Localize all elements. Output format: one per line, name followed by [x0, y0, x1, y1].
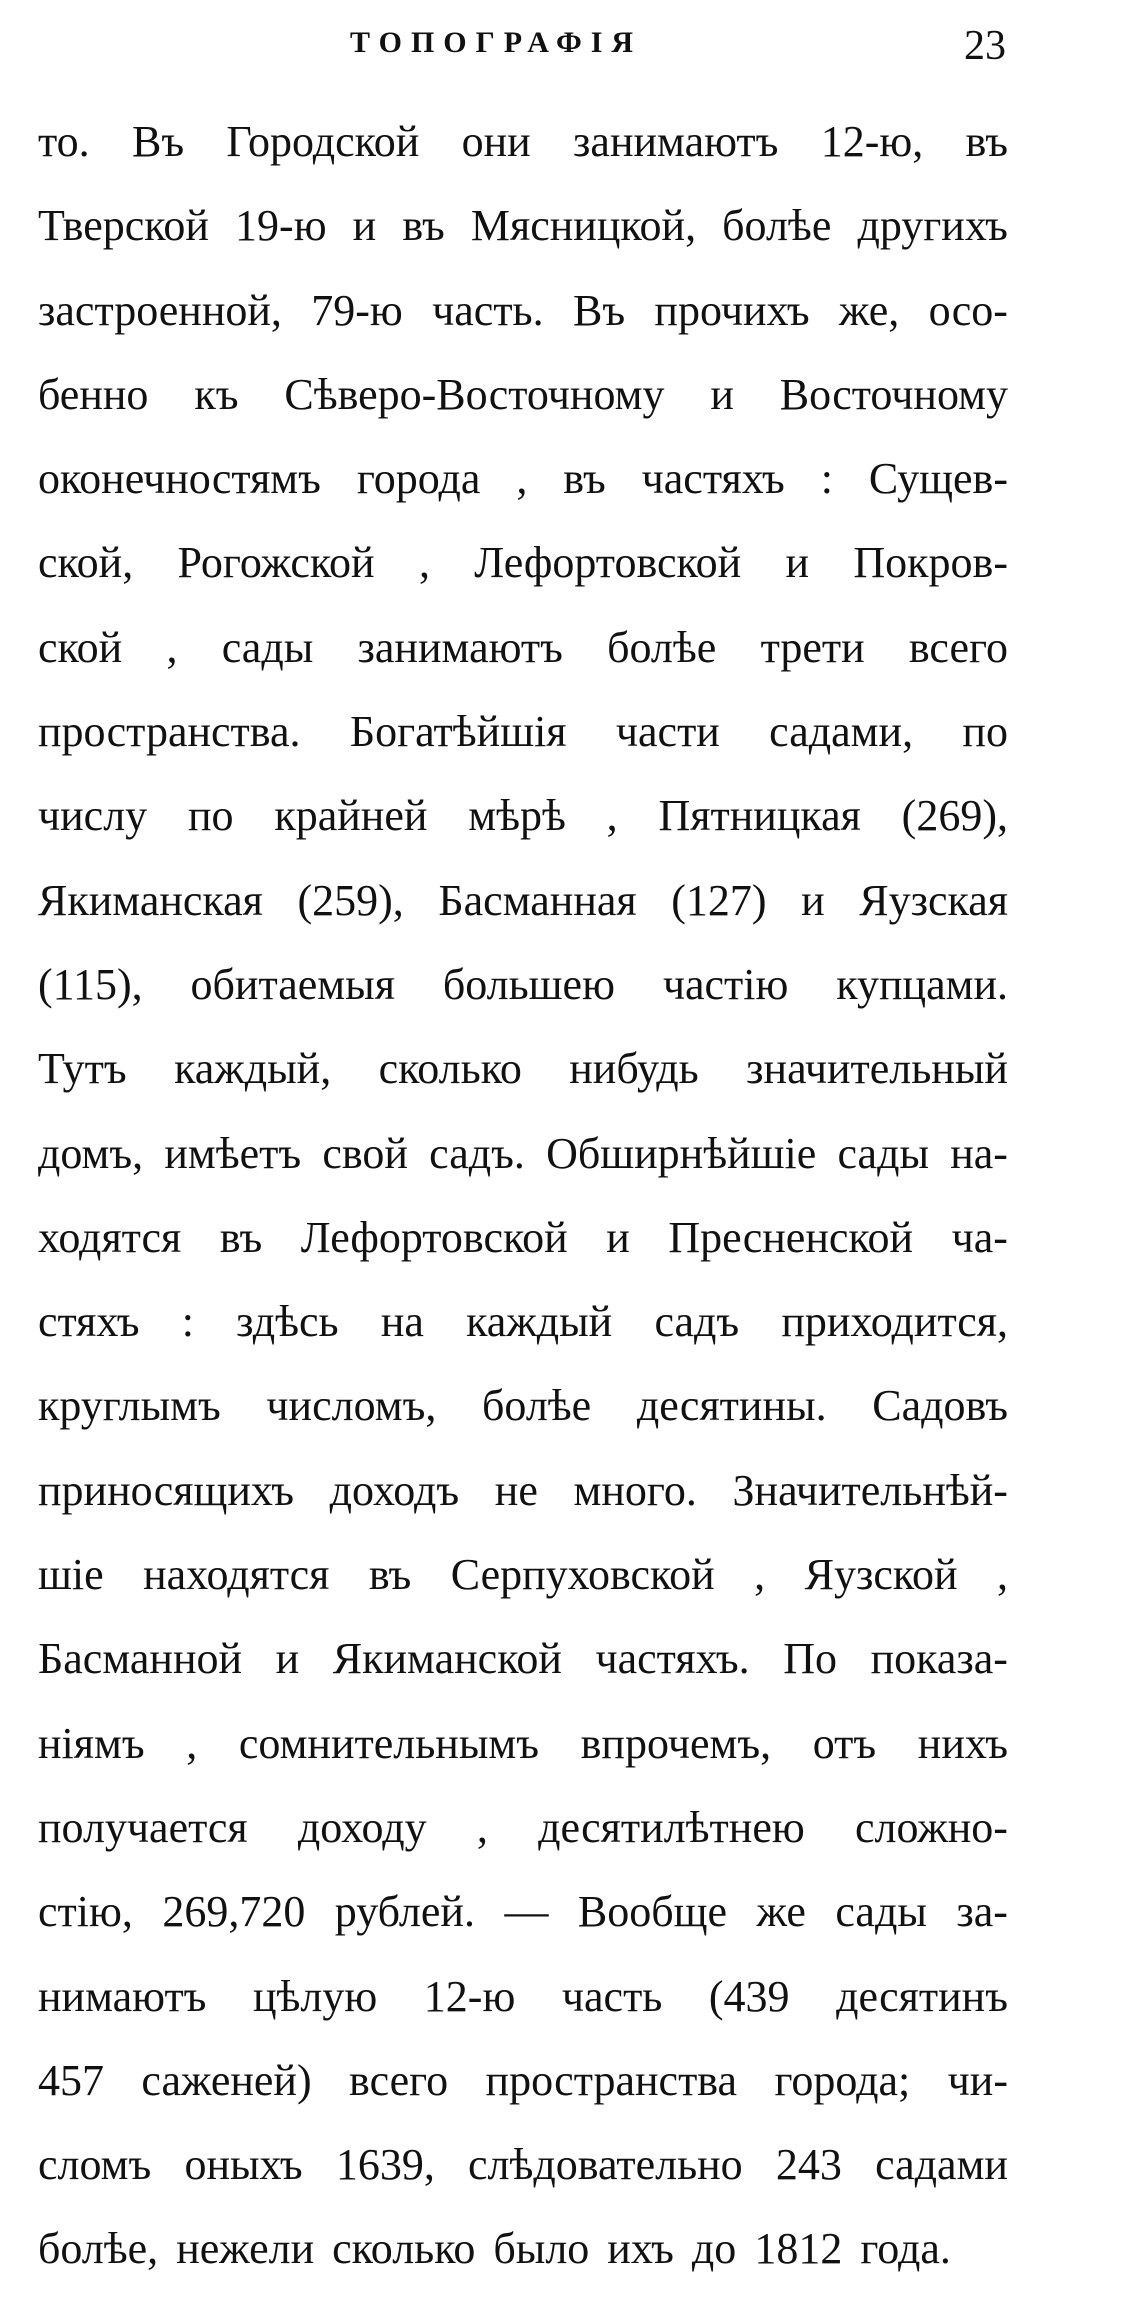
word: садами: [875, 2140, 1008, 2190]
text-line: [38, 620, 1008, 704]
text-line: [38, 283, 1008, 367]
word: сломъ: [38, 2140, 152, 2190]
word: находятся: [143, 1550, 330, 1600]
word: Покров-: [853, 538, 1008, 588]
page-number: 23: [964, 23, 1006, 69]
word: круглымъ: [38, 1381, 221, 1431]
word: за-: [956, 1887, 1008, 1937]
word: болѣе,: [38, 2224, 159, 2274]
text-line: [38, 2053, 1008, 2137]
word: бенно: [38, 369, 149, 419]
word: :: [820, 454, 833, 504]
word: оконечностямъ: [38, 454, 321, 504]
word: садъ.: [429, 1128, 525, 1178]
word: большею: [442, 959, 615, 1009]
word: на: [380, 1297, 424, 1347]
word: ,: [516, 454, 528, 504]
word: ,: [606, 791, 618, 841]
word: —: [504, 1887, 549, 1937]
word: впрочемъ,: [580, 1718, 772, 1768]
text-line: [38, 2221, 1008, 2305]
word: ,: [418, 538, 430, 588]
word: на-: [950, 1128, 1008, 1178]
word: сколько: [332, 2224, 476, 2274]
word: значительный: [746, 1044, 1008, 1094]
word: рублей.: [334, 1887, 475, 1937]
word: же,: [838, 285, 900, 335]
text-line: [38, 1969, 1008, 2053]
word: они: [461, 117, 531, 166]
word: Яузской: [804, 1550, 958, 1600]
word: болѣе: [722, 201, 832, 251]
word: каждый: [466, 1297, 613, 1347]
word: числомъ,: [266, 1381, 437, 1431]
word: по: [187, 791, 234, 841]
word: Сущев-: [868, 454, 1008, 504]
word: слѣдовательно: [468, 2140, 743, 2190]
word: ,: [996, 1550, 1008, 1600]
word: города;: [774, 2055, 911, 2105]
word: Рогожской: [177, 538, 375, 588]
word: Обширнѣйшіе: [546, 1128, 817, 1178]
word: Восточному: [779, 369, 1008, 419]
text-line: [38, 1716, 1008, 1800]
word: ніямъ: [38, 1718, 145, 1768]
word: Мясницкой,: [470, 201, 697, 251]
word: въ: [965, 117, 1008, 166]
word: трети: [760, 622, 865, 672]
word: показа-: [870, 1634, 1008, 1684]
word: часть: [561, 1971, 663, 2021]
word: садами,: [769, 707, 914, 757]
word: года.: [860, 2224, 951, 2274]
word: 12-ю,: [820, 117, 924, 166]
word: частяхъ.: [595, 1634, 750, 1684]
text-line: [38, 451, 1008, 535]
word: нежели: [176, 2224, 315, 2274]
word: части: [615, 707, 720, 757]
word: Въ: [131, 117, 185, 166]
word: Якиманской: [332, 1634, 562, 1684]
word: Богатѣйшія: [349, 707, 567, 757]
word: болѣе: [607, 622, 717, 672]
text-line: [38, 1041, 1008, 1125]
word: Тверской: [38, 201, 209, 251]
word: Якиманская: [38, 875, 263, 925]
word: же: [756, 1887, 806, 1937]
word: 79-ю: [311, 285, 403, 335]
word: стяхъ: [38, 1297, 140, 1347]
word: не: [494, 1465, 538, 1515]
word: сады: [835, 1887, 927, 1937]
word: 457: [38, 2055, 104, 2105]
word: мѣрѣ: [468, 791, 566, 841]
text-line: [38, 957, 1008, 1041]
word: въ: [402, 201, 445, 251]
word: пространства: [485, 2055, 738, 2105]
word: и: [785, 538, 810, 588]
word: 269,720: [162, 1887, 306, 1937]
text-line: [38, 788, 1008, 872]
word: сложно-: [854, 1802, 1008, 1852]
word: занимаютъ: [357, 622, 563, 672]
text-line: [38, 367, 1008, 451]
word: сады: [837, 1128, 930, 1178]
word: получается: [38, 1802, 248, 1852]
word: каждый,: [174, 1044, 332, 1094]
word: домъ,: [38, 1128, 144, 1178]
text-line: [38, 1800, 1008, 1884]
word: 19-ю: [235, 201, 327, 251]
word: Въ: [572, 285, 626, 335]
text-line: [38, 1378, 1008, 1462]
word: числу: [38, 791, 148, 841]
text-line: [38, 1210, 1008, 1294]
word: другихъ: [857, 201, 1008, 251]
word: нимаютъ: [38, 1971, 207, 2021]
word: въ: [368, 1550, 412, 1600]
word: и: [606, 1212, 630, 1262]
word: здѣсь: [236, 1297, 339, 1347]
word: болѣе: [482, 1381, 592, 1431]
text-line: [38, 1547, 1008, 1631]
word: цѣлую: [252, 1971, 378, 2021]
word: 1639,: [335, 2140, 435, 2190]
text-line: [38, 873, 1008, 957]
word: въ: [563, 454, 606, 504]
word: къ: [194, 369, 239, 419]
word: Яузская: [859, 875, 1008, 925]
word: саженей): [141, 2055, 312, 2105]
word: частію: [662, 959, 789, 1009]
word: Серпуховской: [450, 1550, 715, 1600]
text-line: [38, 198, 1008, 282]
word: было: [493, 2224, 590, 2274]
word: 12-ю: [423, 1971, 516, 2021]
word: (259),: [297, 875, 404, 925]
word: Лефортовской: [300, 1212, 568, 1262]
word: стію,: [38, 1887, 133, 1937]
word: Пресненской: [668, 1212, 914, 1262]
word: и: [801, 875, 825, 925]
text-line: [38, 704, 1008, 788]
word: чи-: [947, 2055, 1008, 2105]
word: частяхъ: [641, 454, 785, 504]
word: сады: [221, 622, 314, 672]
word: и: [710, 369, 734, 419]
word: (115),: [38, 959, 143, 1009]
word: пространства.: [38, 707, 301, 757]
word: (269),: [901, 791, 1008, 841]
word: города: [356, 454, 481, 504]
word: отъ: [812, 1718, 877, 1768]
word: садъ: [654, 1297, 740, 1347]
word: ,: [166, 622, 178, 672]
word: ской: [38, 622, 123, 672]
word: шіе: [38, 1550, 104, 1600]
word: крайней: [274, 791, 428, 841]
word: Вообще: [577, 1887, 728, 1937]
word: часть.: [432, 285, 544, 335]
word: десятинъ: [836, 1971, 1008, 2021]
word: (127): [671, 875, 767, 925]
word: :: [181, 1297, 194, 1347]
word: Лефортовской: [474, 538, 742, 588]
word: доходъ: [329, 1465, 460, 1515]
word: и: [352, 201, 377, 251]
word: приносящихъ: [38, 1465, 295, 1515]
word: застроенной,: [38, 285, 282, 335]
text-line: [38, 1294, 1008, 1378]
word: Тутъ: [38, 1044, 127, 1094]
word: до: [691, 2224, 737, 2274]
word: ,: [754, 1550, 766, 1600]
word: нихъ: [917, 1718, 1008, 1768]
word: ча-: [951, 1212, 1008, 1262]
word: оныхъ: [184, 2140, 303, 2190]
word: Значительнѣй-: [732, 1465, 1008, 1515]
body-text: [38, 114, 1008, 2306]
word: всего: [349, 2055, 449, 2105]
word: доходу: [297, 1802, 427, 1852]
word: Пятницкая: [658, 791, 861, 841]
word: Басманной: [38, 1634, 243, 1684]
word: много.: [573, 1465, 697, 1515]
word: осо-: [928, 285, 1008, 335]
word: Сѣверо-Восточному: [284, 369, 665, 419]
word: ,: [186, 1718, 198, 1768]
word: приходится,: [781, 1297, 1008, 1347]
word: занимаютъ: [573, 117, 779, 166]
running-head: ТОПОГРАФІЯ: [350, 26, 643, 59]
word: сколько: [378, 1044, 522, 1094]
word: ходятся: [38, 1212, 182, 1262]
text-line: [38, 1884, 1008, 1968]
word: По: [783, 1634, 838, 1684]
word: свой: [322, 1128, 408, 1178]
word: въ: [219, 1212, 263, 1262]
word: ,: [476, 1802, 488, 1852]
text-line: [38, 535, 1008, 619]
word: всего: [908, 622, 1008, 672]
word: Басманная: [438, 875, 637, 925]
word: Садовъ: [872, 1381, 1008, 1431]
word: десятины.: [636, 1381, 827, 1431]
word: купцами.: [836, 959, 1008, 1009]
word: прочихъ: [654, 285, 810, 335]
word: ихъ: [607, 2224, 674, 2274]
text-line: [38, 114, 1008, 198]
word: (439: [708, 1971, 790, 2021]
word: Городской: [226, 117, 420, 166]
word: 243: [775, 2140, 842, 2190]
word: то.: [38, 117, 90, 166]
word: ской,: [38, 538, 134, 588]
word: обитаемыя: [190, 959, 395, 1009]
text-line: [38, 1631, 1008, 1715]
word: 1812: [754, 2224, 843, 2274]
word: сомнительнымъ: [238, 1718, 540, 1768]
word: имѣетъ: [164, 1128, 302, 1178]
word: и: [275, 1634, 300, 1684]
word: нибудь: [569, 1044, 699, 1094]
text-line: [38, 1126, 1008, 1210]
word: по: [962, 707, 1008, 757]
word: десятилѣтнею: [538, 1802, 805, 1852]
text-line: [38, 1463, 1008, 1547]
text-line: [38, 2137, 1008, 2221]
